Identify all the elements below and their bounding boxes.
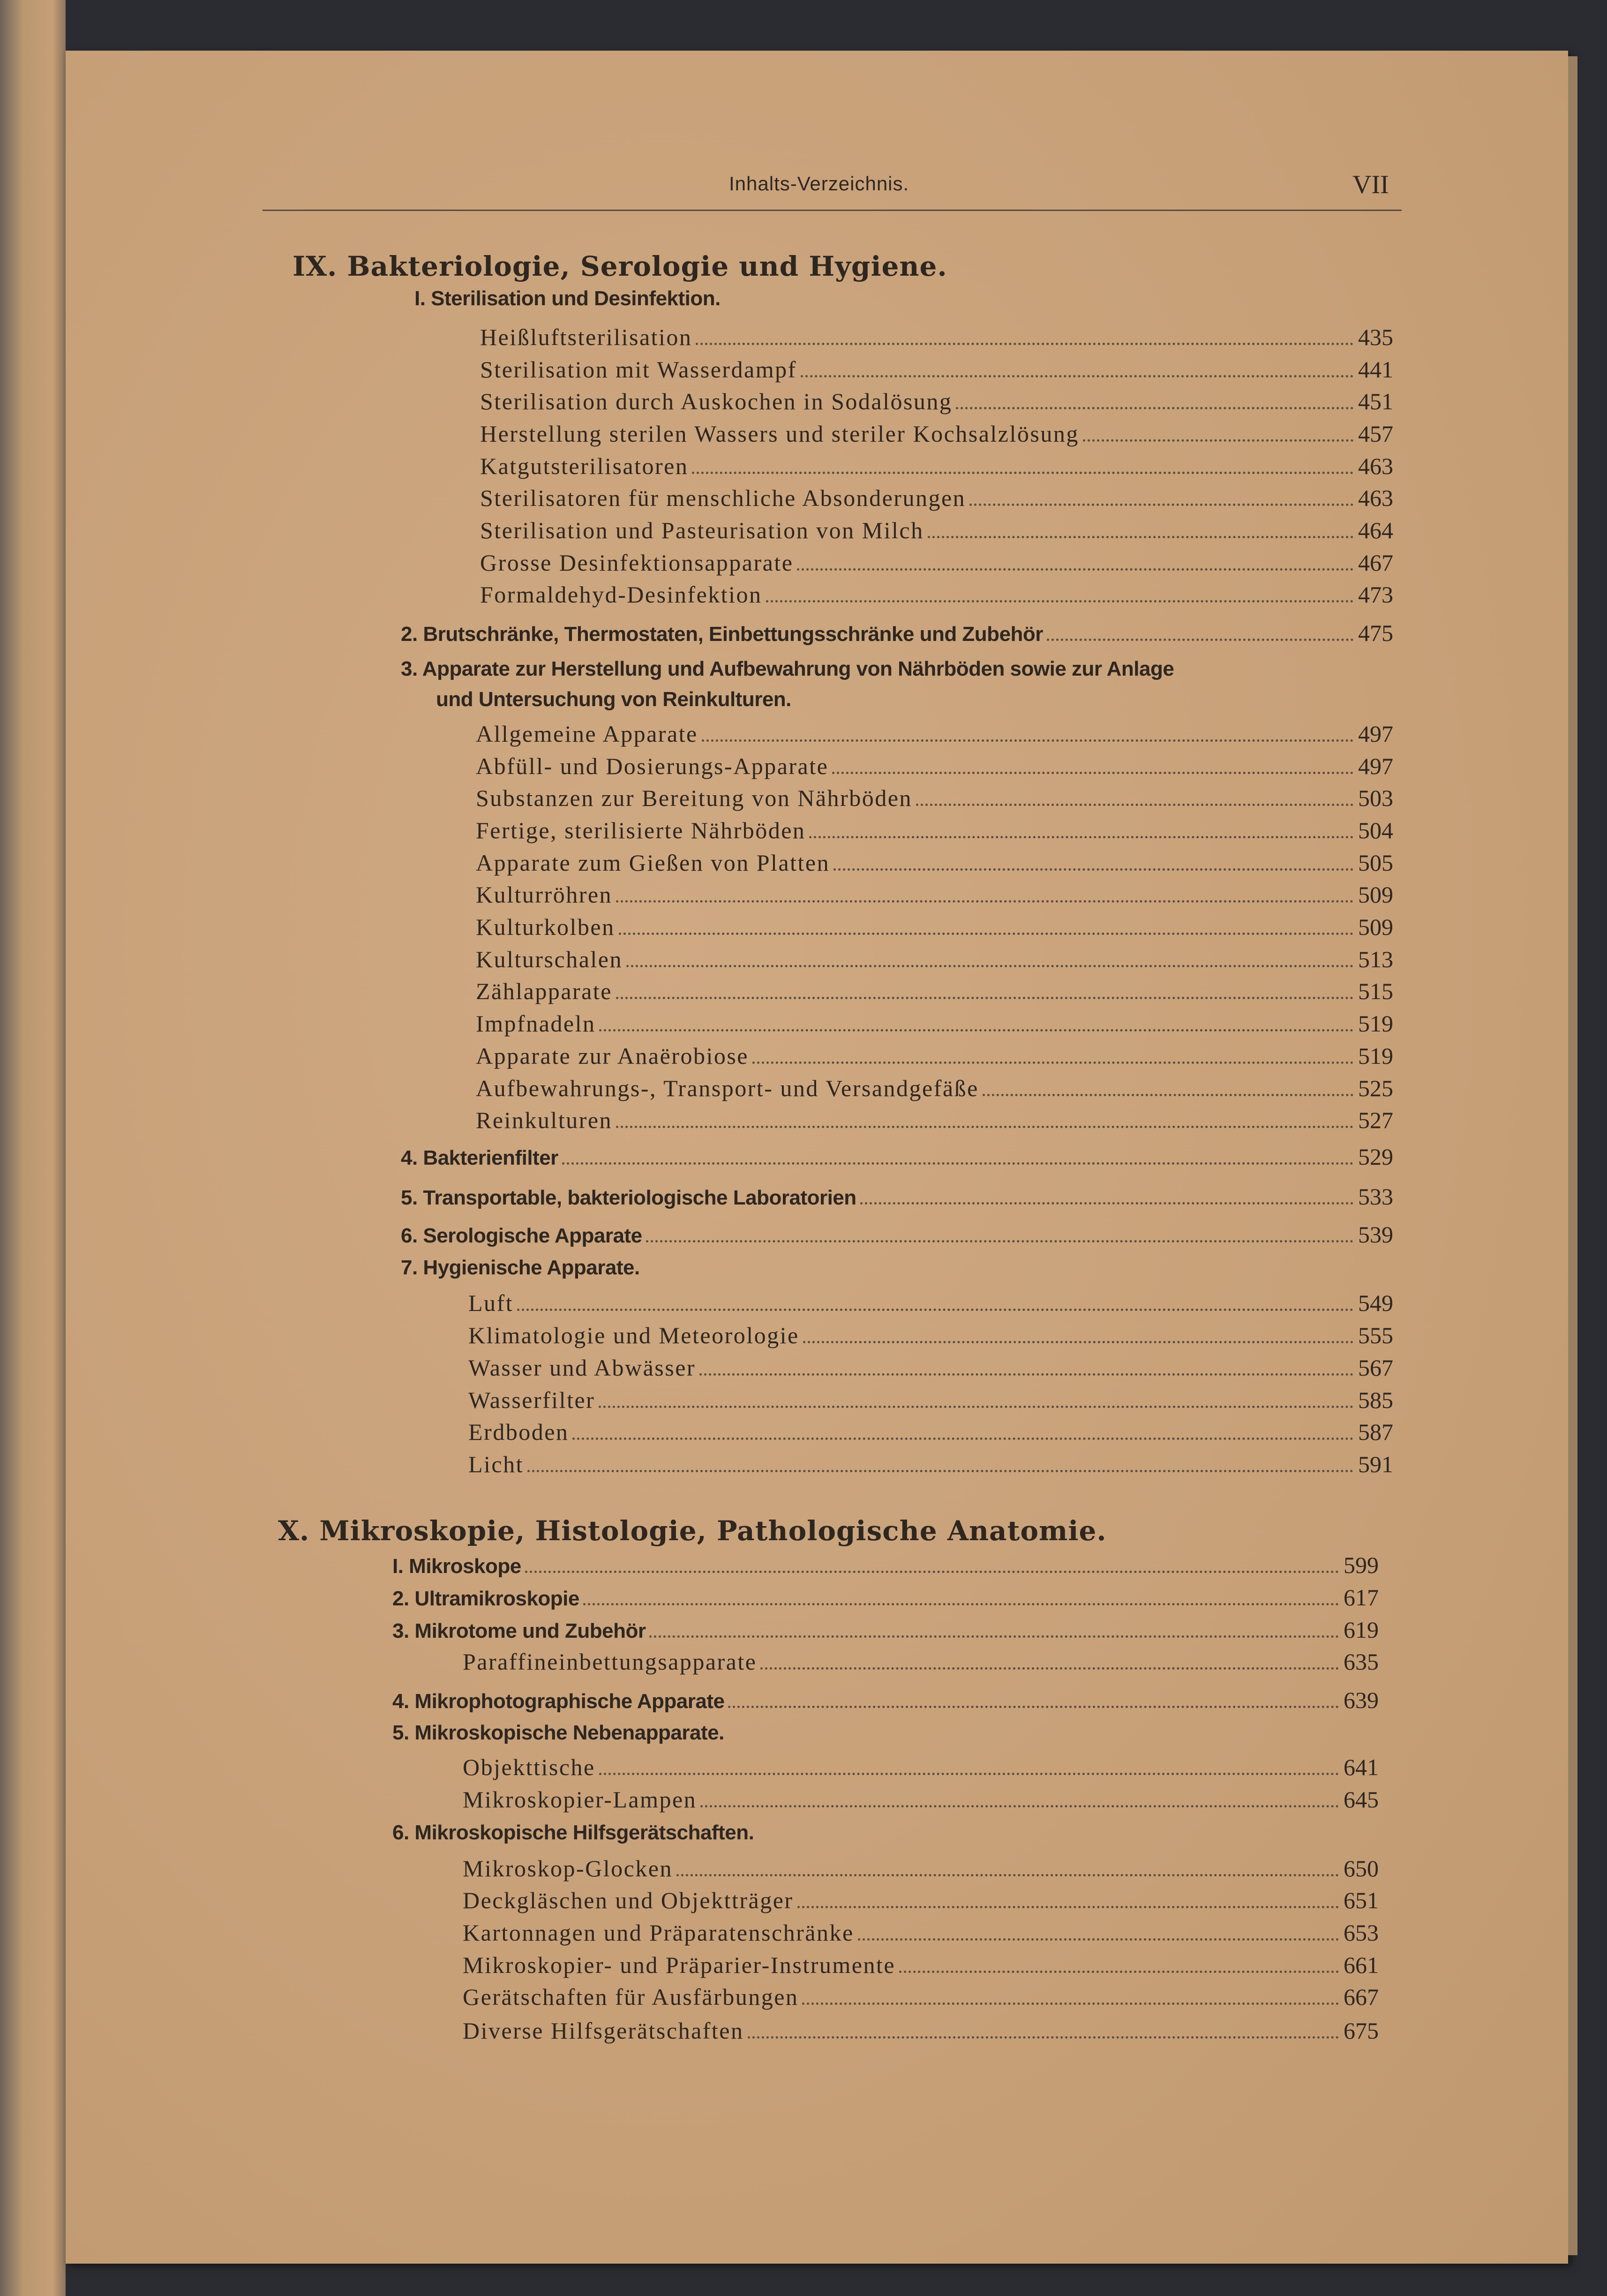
entry-page-number: 653 <box>1344 1920 1379 1946</box>
entry-label: Mikroskop-Glocken <box>463 1855 673 1882</box>
entry-page-number: 591 <box>1358 1451 1393 1477</box>
dot-leader <box>832 772 1353 774</box>
toc-entry <box>480 388 1393 415</box>
dot-leader <box>616 1126 1353 1128</box>
entry-label: Mikroskopier- und Präparier-Instrumente <box>463 1952 896 1978</box>
entry-label: I. Sterilisation und Desinfektion. <box>414 287 721 310</box>
entry-label: Allgemeine Apparate <box>476 721 698 747</box>
toc-entry <box>463 1754 1379 1781</box>
entry-label: Heißluftsterilisation <box>480 324 692 350</box>
dot-leader <box>969 504 1353 506</box>
entry-label: 4. Mikrophotographische Apparate <box>392 1690 725 1713</box>
entry-label: 7. Hygienische Apparate. <box>401 1256 640 1279</box>
entry-label: Klimatologie und Meteorologie <box>468 1322 799 1348</box>
toc-entry <box>476 817 1393 844</box>
dot-leader <box>834 868 1353 871</box>
dot-leader <box>616 997 1353 999</box>
dot-leader <box>760 1667 1339 1670</box>
dot-leader <box>858 1938 1339 1941</box>
header-rule <box>263 210 1402 211</box>
entry-page-number: 497 <box>1358 753 1393 779</box>
entry-page-number: 599 <box>1344 1552 1379 1578</box>
entry-label: 5. Transportable, bakteriologische Laboratorien <box>401 1186 856 1209</box>
entry-label: Wasserfilter <box>468 1387 595 1413</box>
entry-page-number: 457 <box>1358 421 1393 447</box>
dot-leader <box>728 1706 1339 1708</box>
entry-label: Mikroskopier-Lampen <box>463 1786 697 1813</box>
subsection-entry <box>401 1256 640 1280</box>
entry-page-number: 650 <box>1344 1855 1379 1882</box>
entry-label: Paraffineinbettungsapparate <box>463 1649 757 1675</box>
entry-label: 3. Apparate zur Herstellung und Aufbewahrung von Nährböden sowie zur Anlage <box>401 657 1174 680</box>
toc-entry <box>476 1042 1393 1069</box>
dot-leader <box>599 1406 1353 1408</box>
toc-entry <box>480 420 1393 447</box>
dot-leader <box>517 1309 1353 1311</box>
entry-page-number: 467 <box>1358 550 1393 576</box>
entry-page-number: 619 <box>1344 1617 1379 1643</box>
entry-page-number: 515 <box>1358 978 1393 1004</box>
section-title <box>293 250 947 282</box>
entry-label: Kartonnagen und Präparatenschränke <box>463 1920 854 1946</box>
dot-leader <box>599 1029 1353 1031</box>
entry-page-number: 509 <box>1358 914 1393 940</box>
entry-page-number: 555 <box>1358 1322 1393 1348</box>
dot-leader <box>766 600 1353 602</box>
subsection-entry <box>392 1721 724 1745</box>
dot-leader <box>956 407 1353 409</box>
entry-page-number: 519 <box>1358 1043 1393 1069</box>
toc-entry <box>476 978 1393 1005</box>
entry-page-number: 651 <box>1344 1887 1379 1913</box>
entry-page-number: 519 <box>1358 1010 1393 1037</box>
toc-entry <box>480 581 1393 608</box>
subsection-entry <box>401 657 1174 681</box>
entry-label: 2. Ultramikroskopie <box>392 1587 579 1610</box>
toc-entry <box>463 1951 1379 1979</box>
dot-leader <box>525 1571 1339 1573</box>
toc-entry <box>463 1983 1379 2010</box>
entry-page-number: 473 <box>1358 581 1393 608</box>
toc-entry <box>468 1289 1393 1317</box>
entry-page-number: 475 <box>1358 620 1393 646</box>
toc-entry <box>476 881 1393 908</box>
book-binding-edge <box>0 0 66 2296</box>
subsection-entry <box>401 619 1393 647</box>
entry-label: Gerätschaften für Ausfärbungen <box>463 1984 799 2010</box>
entry-page-number: 463 <box>1358 453 1393 479</box>
entry-label: 4. Bakterienfilter <box>401 1146 558 1169</box>
entry-label: Erdboden <box>468 1419 569 1445</box>
entry-page-number: 513 <box>1358 946 1393 972</box>
subsection-entry <box>401 1221 1393 1248</box>
subsection-entry <box>401 1143 1393 1170</box>
entry-label: Kulturkolben <box>476 914 615 940</box>
entry-page-number: 667 <box>1344 1984 1379 2010</box>
entry-label: 2. Brutschränke, Thermostaten, Einbettungsschränke und Zubehör <box>401 623 1043 646</box>
section-title-text: X. Mikroskopie, Histologie, Pathologische Anatomie. <box>278 1515 1107 1547</box>
subsection-entry <box>392 1821 754 1844</box>
dot-leader <box>572 1438 1353 1440</box>
dot-leader <box>616 900 1353 903</box>
entry-label: Sterilisatoren für menschliche Absonderungen <box>480 485 966 511</box>
entry-page-number: 675 <box>1344 2017 1379 2044</box>
toc-entry <box>463 1855 1379 1882</box>
dot-leader <box>801 375 1353 377</box>
toc-entry <box>480 517 1393 544</box>
entry-page-number: 617 <box>1344 1584 1379 1611</box>
toc-entry <box>480 549 1393 576</box>
toc-entry <box>476 753 1393 780</box>
entry-page-number: 503 <box>1358 785 1393 811</box>
entry-label: 6. Serologische Apparate <box>401 1224 642 1247</box>
dot-leader <box>626 965 1353 967</box>
entry-label: Katgutsterilisatoren <box>480 453 689 479</box>
entry-page-number: 451 <box>1358 388 1393 414</box>
toc-entry <box>463 1786 1379 1813</box>
entry-label: Herstellung sterilen Wassers und steriler Kochsalzlösung <box>480 421 1079 447</box>
dot-leader <box>599 1773 1339 1775</box>
toc-entry <box>480 356 1393 383</box>
dot-leader <box>649 1635 1339 1638</box>
entry-label: 6. Mikroskopische Hilfsgerätschaften. <box>392 1821 754 1844</box>
entry-label: Objekttische <box>463 1754 595 1780</box>
entry-label: Sterilisation durch Auskochen in Sodalösung <box>480 388 953 414</box>
entry-label: Abfüll- und Dosierungs-Apparate <box>476 753 829 779</box>
dot-leader <box>797 568 1353 571</box>
entry-page-number: 497 <box>1358 721 1393 747</box>
toc-entry <box>463 2017 1379 2044</box>
entry-page-number: 525 <box>1358 1075 1393 1101</box>
dot-leader <box>916 804 1353 806</box>
dot-leader <box>702 739 1353 742</box>
dot-leader <box>860 1202 1353 1204</box>
subsection-entry <box>401 1183 1393 1210</box>
dot-leader <box>809 836 1353 838</box>
dot-leader <box>527 1470 1353 1472</box>
subsection-entry <box>436 688 791 711</box>
entry-label: Diverse Hilfsgerätschaften <box>463 2017 744 2044</box>
entry-label: Grosse Desinfektionsapparate <box>480 550 794 576</box>
entry-page-number: 533 <box>1358 1183 1393 1210</box>
dot-leader <box>699 1373 1353 1376</box>
entry-label: Luft <box>468 1290 514 1316</box>
entry-page-number: 435 <box>1358 324 1393 350</box>
dot-leader <box>797 1906 1339 1908</box>
dot-leader <box>748 2036 1339 2039</box>
entry-page-number: 645 <box>1344 1786 1379 1813</box>
entry-label: Zählapparate <box>476 978 612 1004</box>
toc-entry <box>463 1919 1379 1946</box>
entry-label: Sterilisation mit Wasserdampf <box>480 356 797 383</box>
entry-page-number: 441 <box>1358 356 1393 383</box>
entry-page-number: 635 <box>1344 1649 1379 1675</box>
dot-leader <box>692 472 1353 474</box>
entry-page-number: 549 <box>1358 1290 1393 1316</box>
entry-page-number: 539 <box>1358 1221 1393 1248</box>
dot-leader <box>1083 439 1353 442</box>
dot-leader <box>646 1240 1353 1242</box>
running-head: Inhalts-Verzeichnis. <box>729 173 909 195</box>
entry-page-number: 585 <box>1358 1387 1393 1413</box>
entry-label: Apparate zum Gießen von Platten <box>476 850 830 876</box>
subsection-entry <box>392 1584 1379 1611</box>
entry-label: Kulturröhren <box>476 881 613 908</box>
subsection-entry <box>392 1616 1379 1643</box>
entry-page-number: 505 <box>1358 850 1393 876</box>
toc-entry <box>476 946 1393 973</box>
toc-entry <box>468 1322 1393 1349</box>
entry-page-number: 639 <box>1344 1687 1379 1713</box>
entry-label: Aufbewahrungs-, Transport- und Versandgefäße <box>476 1075 979 1101</box>
entry-label: Licht <box>468 1451 524 1477</box>
toc-entry <box>480 324 1393 351</box>
dot-leader <box>583 1603 1339 1605</box>
entry-label: 5. Mikroskopische Nebenapparate. <box>392 1721 724 1744</box>
subsection-entry <box>414 287 721 310</box>
entry-label: Substanzen zur Bereitung von Nährböden <box>476 785 912 811</box>
toc-entry <box>476 849 1393 876</box>
dot-leader <box>676 1874 1339 1876</box>
entry-page-number: 463 <box>1358 485 1393 511</box>
entry-page-number: 527 <box>1358 1107 1393 1133</box>
toc-entry <box>480 452 1393 480</box>
entry-label: Impfnadeln <box>476 1010 596 1037</box>
entry-page-number: 641 <box>1344 1754 1379 1780</box>
entry-page-number: 509 <box>1358 881 1393 908</box>
entry-label: Wasser und Abwässer <box>468 1355 696 1381</box>
dot-leader <box>928 536 1353 538</box>
dot-leader <box>562 1162 1353 1165</box>
entry-label: 3. Mikrotome und Zubehör <box>392 1619 646 1642</box>
toc-entry <box>476 913 1393 941</box>
entry-page-number: 504 <box>1358 817 1393 843</box>
dot-leader <box>700 1805 1339 1807</box>
entry-label: und Untersuchung von Reinkulturen. <box>436 688 791 711</box>
dot-leader <box>983 1094 1353 1096</box>
section-title-text: IX. Bakteriologie, Serologie und Hygiene. <box>293 250 947 282</box>
entry-label: Fertige, sterilisierte Nährböden <box>476 817 806 843</box>
toc-entry <box>463 1648 1379 1675</box>
toc-entry <box>468 1354 1393 1381</box>
entry-page-number: 567 <box>1358 1355 1393 1381</box>
dot-leader <box>696 343 1353 345</box>
entry-label: Sterilisation und Pasteurisation von Milch <box>480 517 924 543</box>
entry-page-number: 464 <box>1358 517 1393 543</box>
toc-entry <box>468 1386 1393 1414</box>
subsection-entry <box>392 1686 1379 1714</box>
toc-entry <box>476 1010 1393 1037</box>
toc-entry <box>476 784 1393 812</box>
entry-page-number: 661 <box>1344 1952 1379 1978</box>
entry-label: Kulturschalen <box>476 946 623 972</box>
entry-page-number: 529 <box>1358 1144 1393 1170</box>
entry-label: Formaldehyd-Desinfektion <box>480 581 762 608</box>
dot-leader <box>619 933 1353 935</box>
dot-leader <box>803 1341 1353 1343</box>
entry-label: Deckgläschen und Objektträger <box>463 1887 794 1913</box>
toc-entry <box>463 1887 1379 1914</box>
entry-label: Apparate zur Anaërobiose <box>476 1043 749 1069</box>
dot-leader <box>899 1971 1339 1973</box>
entry-page-number: 587 <box>1358 1419 1393 1445</box>
page-edge <box>1568 56 1577 2255</box>
toc-entry <box>476 1107 1393 1134</box>
dot-leader <box>802 2002 1339 2005</box>
toc-entry <box>468 1451 1393 1478</box>
dot-leader <box>1047 639 1353 641</box>
subsection-entry <box>392 1551 1379 1579</box>
entry-label: Reinkulturen <box>476 1107 613 1133</box>
dot-leader <box>752 1061 1353 1064</box>
section-title <box>278 1515 1107 1547</box>
toc-entry <box>476 720 1393 747</box>
entry-label: I. Mikroskope <box>392 1555 521 1578</box>
toc-entry <box>480 484 1393 512</box>
page-number: VII <box>1352 170 1389 199</box>
toc-entry <box>468 1418 1393 1445</box>
toc-entry <box>476 1075 1393 1102</box>
